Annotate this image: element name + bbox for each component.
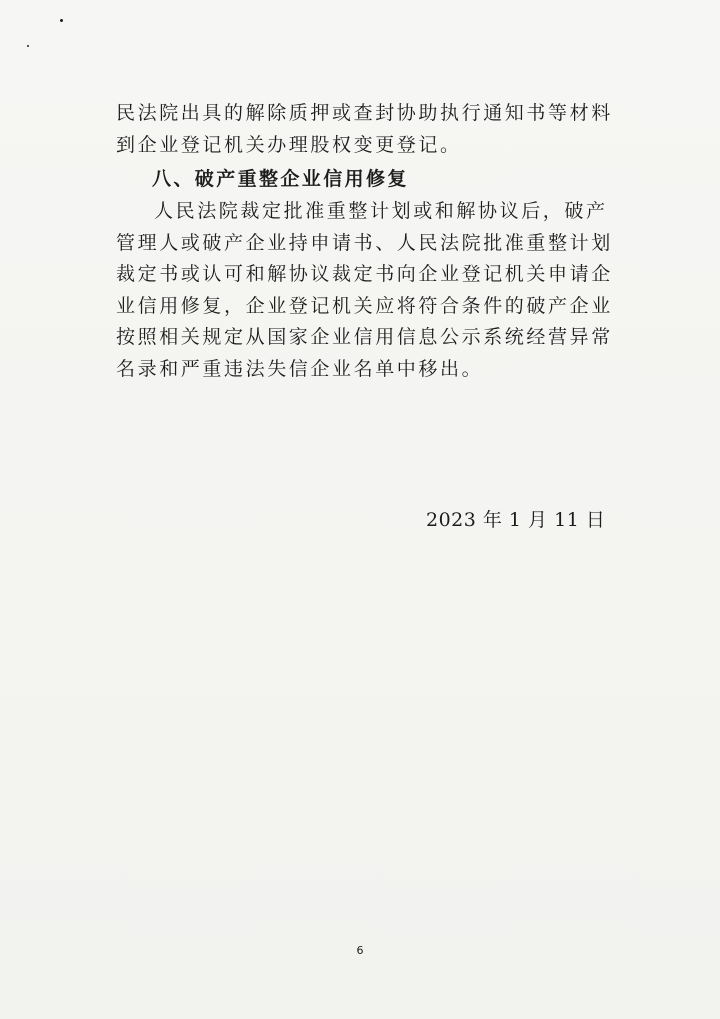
document-date: 2023 年 1 月 11 日 [426, 509, 606, 531]
continuation-paragraph: 民法院出具的解除质押或查封协助执行通知书等材料到企业登记机关办理股权变更登记。 [116, 102, 613, 156]
section-heading: 八、破产重整企业信用修复 [152, 168, 409, 190]
page-number: 6 [356, 944, 364, 957]
scan-speck [60, 19, 63, 22]
scan-speck [27, 45, 29, 47]
section-body-paragraph: 人民法院裁定批准重整计划或和解协议后，破产管理人或破产企业持申请书、人民法院批准重整计划裁定书或认可和解协议裁定书向企业登记机关申请企业信用修复，企业登记机关应将符合条件的破产企业按照相关规定从国家企业信用信息公示系统经营异常名录和严重违法失信企业名单中移出。 [116, 200, 613, 380]
